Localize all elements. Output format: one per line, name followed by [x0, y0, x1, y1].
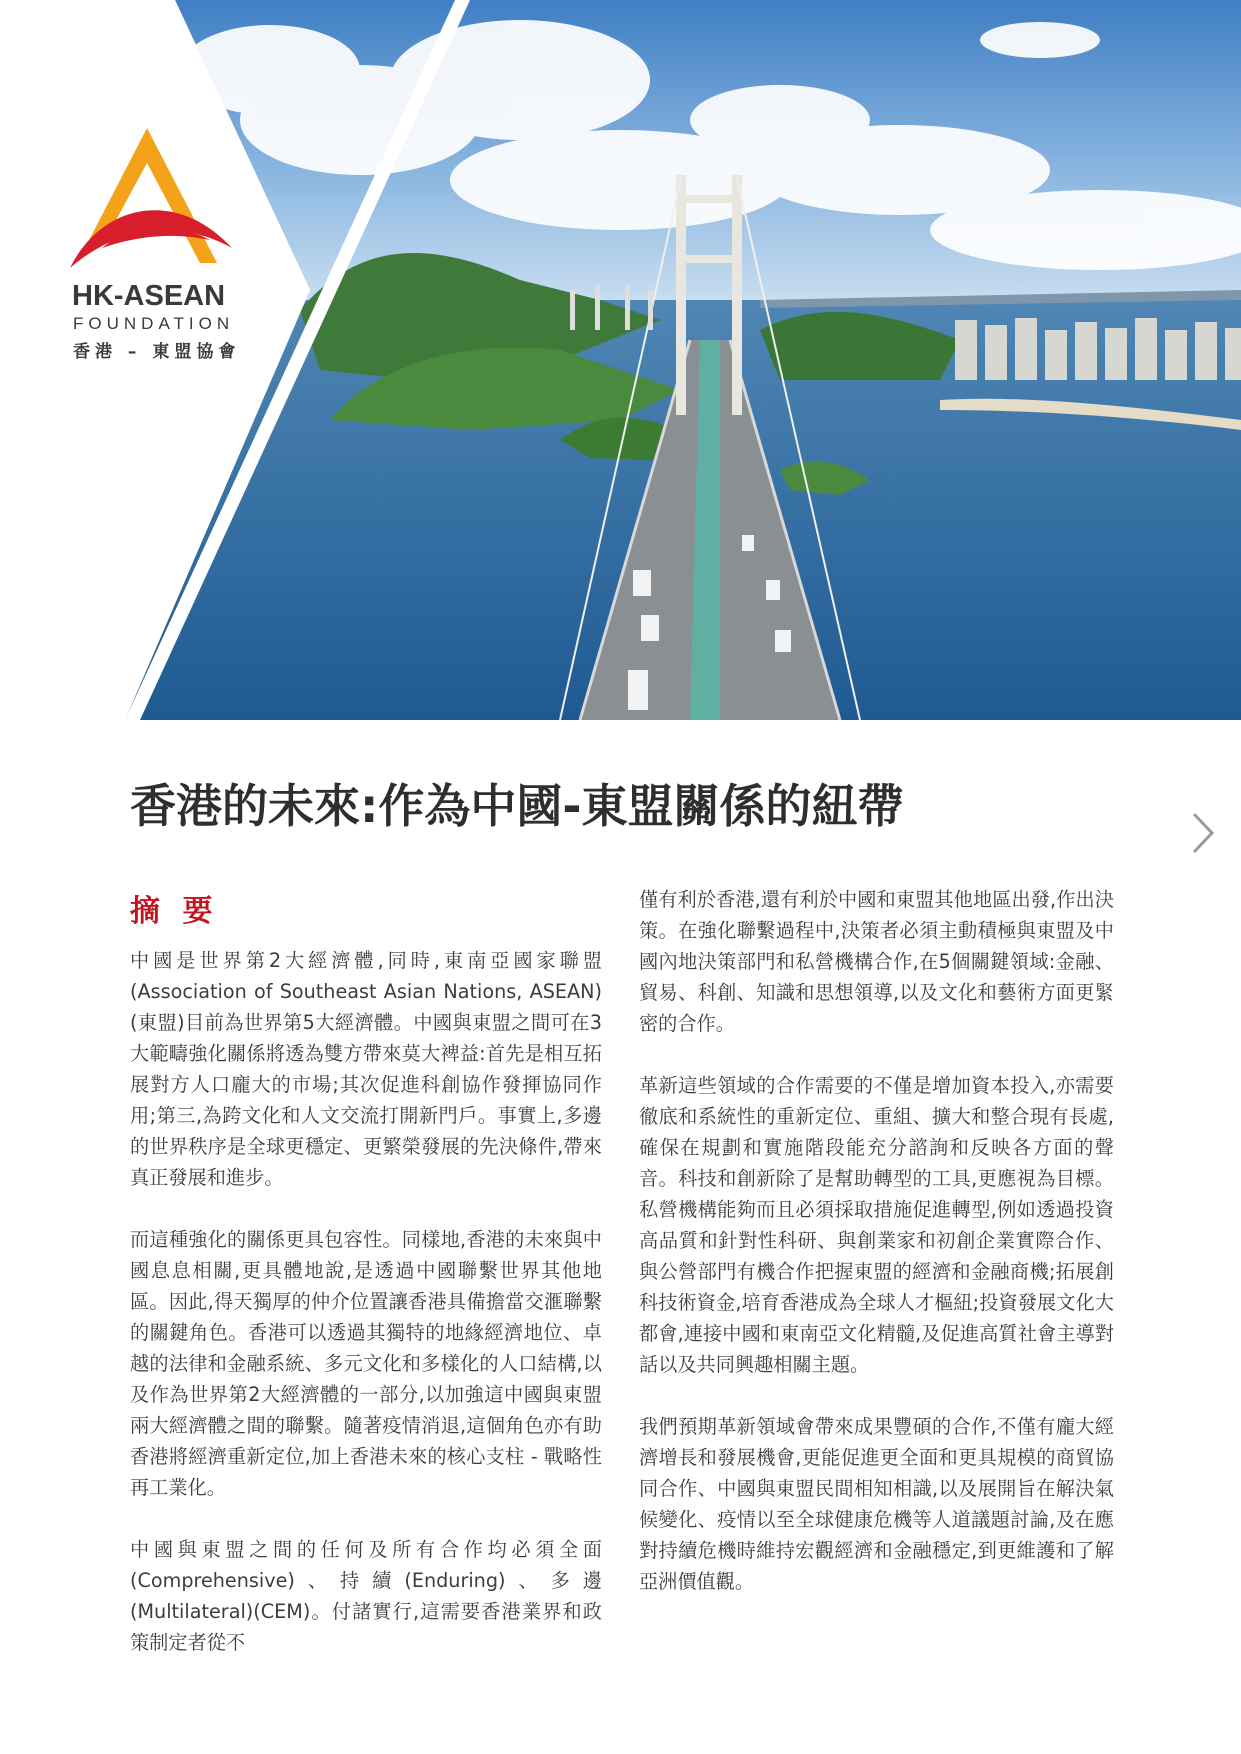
summary-left-column	[130, 945, 602, 1689]
summary-paragraph: 中國是世界第2大經濟體,同時,東南亞國家聯盟(Association of Southeast Asian Nations, ASEAN)(東盟)目前為世界第5大經濟體。中國與東盟之間可在3大範疇強化關係將透為雙方帶來莫大裨益:首先是相互拓展對方人口龐大的市場;其次促進科創協作發揮協同作用;第三,為跨文化和人文交流打開新門戶。事實上,多邊的世界秩序是全球更穩定、更繁榮發展的先決條件,帶來真正發展和進步。	[130, 949, 602, 1189]
logo-chinese-name: 香港 – 東盟協會	[73, 342, 241, 362]
summary-paragraph: 我們預期革新領域會帶來成果豐碩的合作,不僅有龐大經濟增長和發展機會,更能促進更全面和更具規模的商貿協同合作、中國與東盟民間相知相識,以及展開旨在解決氣候變化、疫情以至全球健康危機等人道議題討論,及在應對持續危機時維持宏觀經濟和金融穩定,到更維護和了解亞洲價值觀。	[639, 1415, 1114, 1593]
summary-paragraph: 僅有利於香港,還有利於中國和東盟其他地區出發,作出決策。在強化聯繫過程中,決策者必須主動積極與東盟及中國內地決策部門和私營機構合作,在5個關鍵領域:金融、貿易、科創、知識和思想領導,以及文化和藝術方面更緊密的合作。	[639, 888, 1114, 1035]
summary-paragraph: 而這種強化的關係更具包容性。同樣地,香港的未來與中國息息相關,更具體地說,是透過中國聯繫世界其他地區。因此,得天獨厚的仲介位置讓香港具備擔當交滙聯繫的關鍵角色。香港可以透過其獨特的地緣經濟地位、卓越的法律和金融系統、多元文化和多樣化的人口結構,以及作為世界第2大經濟體的一部分,以加強這中國與東盟兩大經濟體之間的聯繫。隨著疫情消退,這個角色亦有助香港將經濟重新定位,加上香港未來的核心支柱 - 戰略性再工業化。	[130, 1228, 602, 1499]
summary-heading: 摘 要	[130, 894, 219, 929]
page-title: 香港的未來:作為中國-東盟關係的紐帶	[130, 779, 904, 833]
hk-asean-foundation-logo	[62, 128, 242, 278]
summary-right-column	[639, 884, 1114, 1628]
logo-foundation-text: FOUNDATION	[73, 314, 235, 333]
summary-paragraph: 中國與東盟之間的任何及所有合作均必須全面(Comprehensive)、持續(Enduring)、多邊(Multilateral)(CEM)。付諸實行,這需要香港業界和政策制定者從不	[130, 1538, 602, 1654]
summary-paragraph: 革新這些領域的合作需要的不僅是增加資本投入,亦需要徹底和系統性的重新定位、重組、擴大和整合現有長處,確保在規劃和實施階段能充分諮詢和反映各方面的聲音。科技和創新除了是幫助轉型的工具,更應視為目標。私營機構能夠而且必須採取措施促進轉型,例如透過投資高品質和針對性科研、與創業家和初創企業實際合作、與公營部門有機合作把握東盟的經濟和金融商機;拓展創科技術資金,培育香港成為全球人才樞紐;投資發展文化大都會,連接中國和東南亞文化精髓,及促進高質社會主導對話以及共同興趣相關主題。	[639, 1074, 1114, 1376]
logo-wordmark: HK-ASEAN	[72, 280, 226, 312]
chevron-right-icon[interactable]	[1188, 810, 1218, 856]
